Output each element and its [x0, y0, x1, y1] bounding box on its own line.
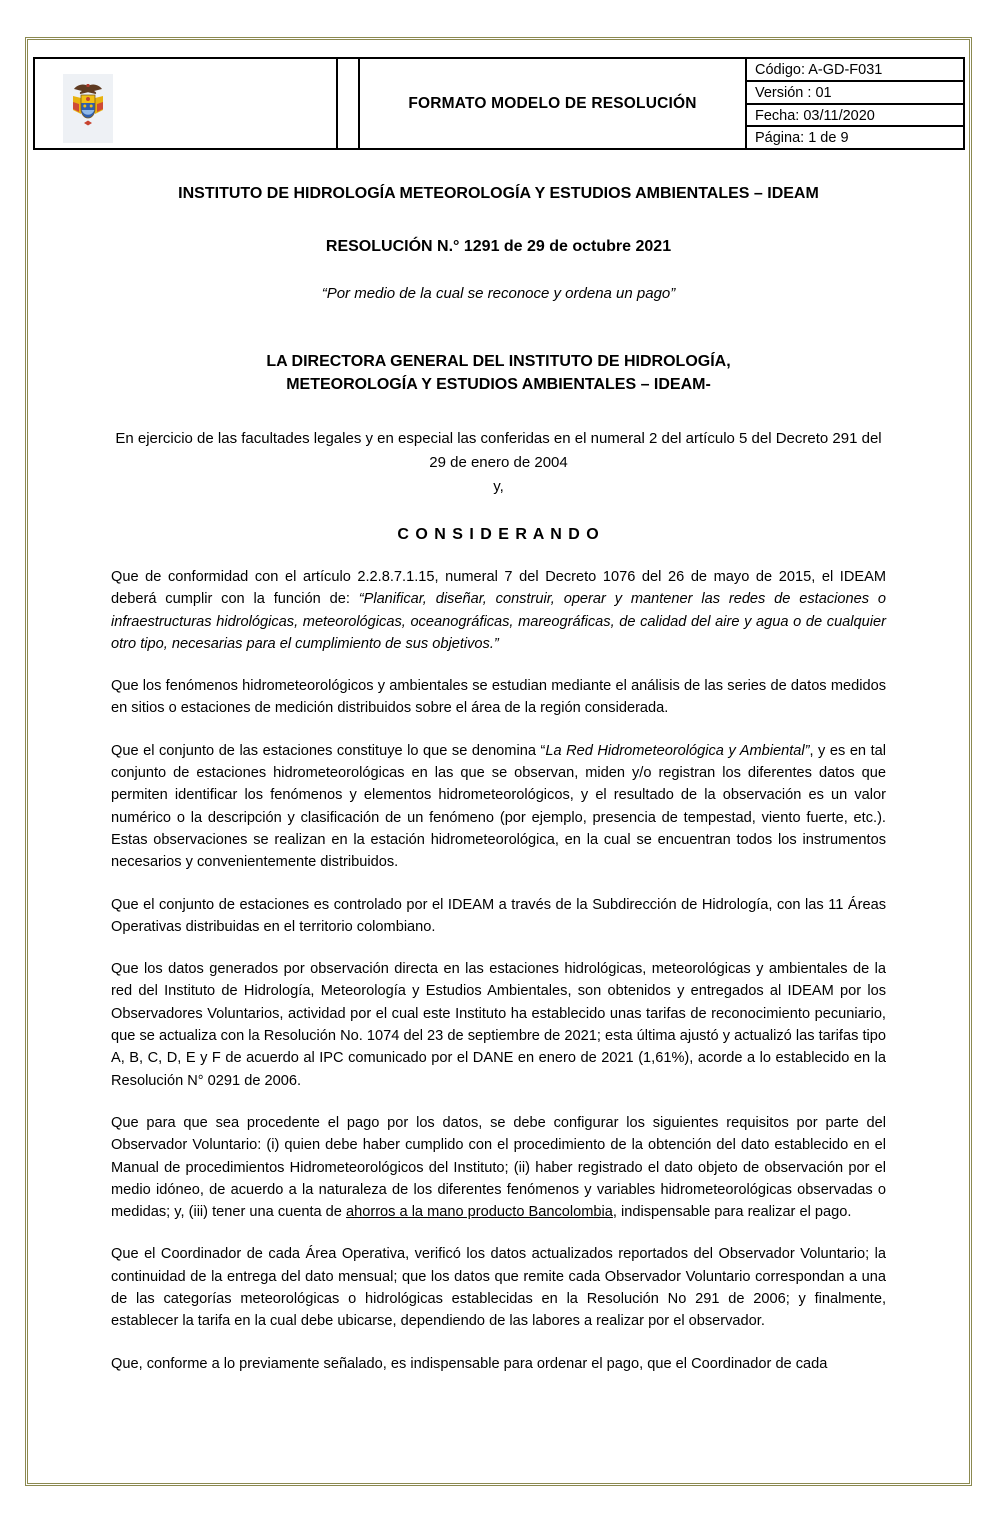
header-meta-cell	[747, 59, 963, 148]
logo-tagline	[113, 74, 217, 143]
body-paragraph	[111, 958, 886, 1092]
subject-quote: “Por medio de la cual se reconoce y ordena un pago”	[321, 285, 676, 302]
body-paragraph	[111, 1243, 886, 1332]
considerations-section	[111, 566, 886, 1375]
paragraph-run-normal: Que los fenómenos hidrometeorológicos y ambientales se estudian mediante el análisis de las series de datos medidos en sitios o estaciones de medición distribuidos sobre el área de la región considerada.	[111, 678, 886, 717]
conjunction: y,	[493, 478, 504, 495]
authority-line2: METEOROLOGÍA Y ESTUDIOS AMBIENTALES – IDEAM-	[286, 376, 711, 393]
logo-ministry-label: Minambiente	[229, 101, 313, 116]
meta-pagina: Página: 1 de 9	[755, 130, 849, 147]
body-paragraph	[111, 740, 886, 874]
body-paragraph	[111, 894, 886, 939]
paragraph-run-normal: , indispensable para realizar el pago.	[612, 1204, 852, 1221]
considerando-heading: C O N S I D E R A N D O	[397, 526, 600, 543]
body-paragraph	[111, 675, 886, 720]
paragraph-run-normal: , y es en tal conjunto de estaciones hidrometeorológicas en las que se observan, miden y/o registran los diferentes datos que permiten identificar los fenómenos y elementos hidrometeorológicos, y el resultado de la observación es un valor numérico o la descripción y clasificación de un fenómeno (por ejemplo, presencia de tempestad, viento fuerte, etc.). Estas observaciones se realizan en la estación hidrometeorológica, en la cual se encuentran todos los instrumentos necesarios y convenientemente distribuidos.	[111, 742, 886, 871]
preamble: En ejercicio de las facultades legales y en especial las conferidas en el numeral 2 del artículo 5 del Decreto 291 del 29 de enero de 2004	[115, 430, 882, 471]
coat-of-arms-box	[63, 74, 113, 143]
logo-tagline-line2: es de todos	[125, 108, 206, 125]
authority-line1: LA DIRECTORA GENERAL DEL INSTITUTO DE HIDROLOGÍA,	[266, 353, 731, 370]
page-border-frame	[25, 37, 972, 1486]
paragraph-run-normal: Que los datos generados por observación directa en las estaciones hidrológicas, meteorológicas y ambientales de la red del Instituto de Hidrología, Meteorología y Estudios Ambientales, son obtenidos y entregados al IDEAM por los Observadores Voluntarios, actividad por el cual este Instituto ha establecido unas tarifas de reconocimiento pecuniario, que se actualiza con la Resolución No. 1074 del 23 de septiembre de 2021; esta última ajustó y actualizó las tarifas tipo A, B, C, D, E y F de acuerdo al IPC comunicado por el DANE en enero de 2021 (1,61%), acorde a lo establecido en la Resolución N° 0291 de 2006.	[111, 961, 886, 1089]
header-spacer-cell	[338, 59, 360, 148]
document-header-table	[33, 57, 965, 150]
body-paragraph	[111, 566, 886, 655]
meta-codigo: Código: A-GD-F031	[747, 59, 963, 82]
meta-version: Versión : 01	[747, 82, 963, 105]
paragraph-run-italic: “Planificar, diseñar, construir, operar y mantener las redes de estaciones o infraestructuras hidrológicas, meteorológicas, oceanográficas, mareográficas, de calidad del aire y agua o de cualquier otro tipo, necesarias para el cumplimiento de sus objetivos.”	[111, 591, 886, 652]
paragraph-run-normal: Que el Coordinador de cada Área Operativa, verificó los datos actualizados reportados del Observador Voluntario; la continuidad de la entrega del dato mensual; que los datos que remite cada Observador Voluntario correspondan a una de las categorías meteorológicas o hidrológicas establecidas en la Resolución No 291 de 2006; y finalmente, establecer la tarifa en la cual debe ubicarse, dependiendo de las labores a realizar por el observador.	[111, 1246, 886, 1330]
paragraph-run-italic: La Red Hidrometeorológica y Ambiental”	[545, 742, 810, 759]
body-paragraph	[111, 1112, 886, 1223]
institute-title: INSTITUTO DE HIDROLOGÍA METEOROLOGÍA Y ESTUDIOS AMBIENTALES – IDEAM	[178, 185, 819, 202]
document-body	[28, 182, 969, 1375]
resolution-title: RESOLUCIÓN N.° 1291 de 29 de octubre 2021	[325, 238, 672, 255]
body-paragraph	[111, 1353, 886, 1375]
form-title: FORMATO MODELO DE RESOLUCIÓN	[408, 94, 697, 112]
minambiente-logo	[63, 74, 336, 143]
paragraph-run-normal: Que para que sea procedente el pago por los datos, se debe configurar los siguientes requisitos por parte del Observador Voluntario: (i) quien debe haber cumplido con el procedimiento de la obtención del dato establecido en el Manual de procedimientos Hidrometeorológicos del Instituto; (ii) haber registrado el dato objeto de observación por el medio idóneo, de acuerdo a la naturaleza de los diferentes fenómenos y variables hidrometeorológicas observadas o medidas; y, (iii) tener una cuenta de	[111, 1114, 886, 1221]
header-title-cell	[360, 59, 747, 148]
paragraph-run-underline: ahorros a la mano producto Bancolombia	[345, 1204, 613, 1221]
logo-tagline-line1: El ambiente	[125, 91, 207, 108]
paragraph-run-normal: Que de conformidad con el artículo 2.2.8.7.1.15, numeral 7 del Decreto 1076 del 26 de mayo de 2015, el IDEAM deberá cumplir con la función de:	[111, 569, 886, 608]
authority-heading	[111, 350, 886, 396]
meta-fecha: Fecha: 03/11/2020	[747, 105, 963, 128]
paragraph-run-normal: Que el conjunto de estaciones es controlado por el IDEAM a través de la Subdirección de Hidrología, con las 11 Áreas Operativas distribuidas en el territorio colombiano.	[111, 896, 886, 935]
paragraph-run-normal: Que, conforme a lo previamente señalado, es indispensable para ordenar el pago, que el Coordinador de cada	[111, 1355, 828, 1372]
paragraph-run-normal: Que el conjunto de las estaciones constituye lo que se denomina “	[111, 742, 546, 759]
header-logo-cell	[35, 59, 338, 148]
colombia-coat-of-arms-icon	[68, 82, 108, 135]
